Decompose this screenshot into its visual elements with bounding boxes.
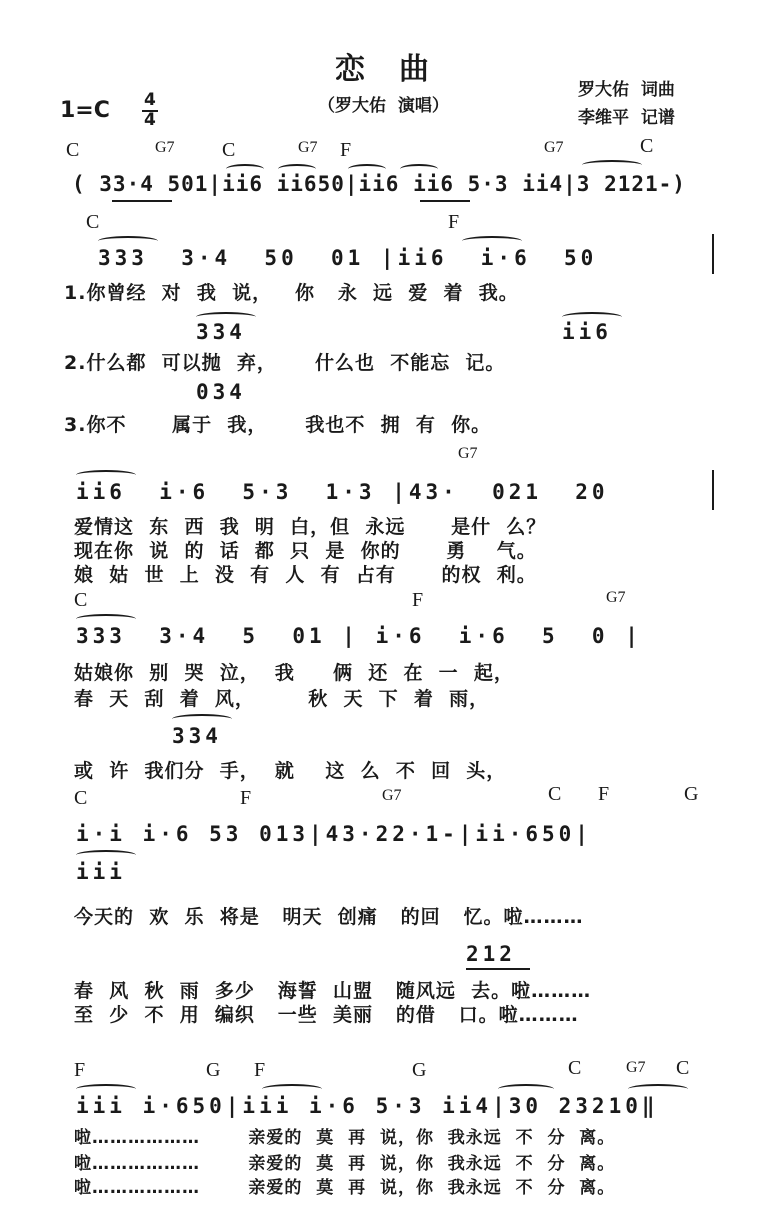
chord-label: G	[206, 1059, 221, 1081]
chord-label: C	[222, 139, 236, 161]
melody-line: ii6 i·6 5·3 1·3 |43· 021 20	[76, 480, 609, 504]
chord-label: G7	[458, 445, 478, 462]
lyric-verse-1: 1.你曾经 对 我 说， 你 永 远 爱 着 我。	[64, 282, 519, 304]
chord-label: C	[548, 783, 562, 805]
chord-label: F	[254, 1059, 266, 1081]
melody-line: 333 3·4 5 01 | i·6 i·6 5 0 |	[76, 624, 642, 648]
lyric-verse-2: 啦……………… 亲爱的 莫 再 说，你 我永远 不 分 离。	[74, 1154, 616, 1174]
alt-notation: 212	[466, 942, 516, 966]
chord-label: C	[86, 211, 100, 233]
time-signature-top: 4	[144, 90, 156, 110]
chord-label: F	[74, 1059, 86, 1081]
lyric-verse-3: 啦……………… 亲爱的 莫 再 说，你 我永远 不 分 离。	[74, 1178, 616, 1198]
lyric-verse-1: 今天的 欢 乐 将是 明天 创痛 的回 忆。啦………	[74, 906, 584, 928]
lyric-verse-1: 姑娘你 别 哭 泣， 我 俩 还 在 一 起，	[74, 662, 514, 684]
song-title: 恋曲	[335, 52, 463, 87]
transcriber-credit: 李维平 记谱	[578, 108, 675, 128]
chord-label: C	[568, 1057, 582, 1079]
lyric-verse-3: 或 许 我们分 手， 就 这 么 不 回 头，	[74, 760, 507, 782]
lyric-verse-1: 爱情这 东 西 我 明 白，但 永远 是什 么？	[74, 516, 547, 538]
lyric-verse-2: 现在你 说 的 话 都 只 是 你的 勇 气。	[74, 540, 537, 562]
chord-label: C	[74, 787, 88, 809]
alt-notation: 334	[196, 320, 246, 344]
alt-notation: 034	[196, 380, 246, 404]
chord-label: C	[66, 139, 80, 161]
melody-line: iii i·650|iii i·6 5·3 ii4|30 23210‖	[76, 1094, 659, 1118]
lyric-verse-3: 娘 姑 世 上 没 有 人 有 占有 的权 利。	[74, 564, 537, 586]
lyric-verse-2: 春 天 刮 着 风， 秋 天 下 着 雨，	[74, 688, 490, 710]
composer-credit: 罗大佑 词曲	[578, 80, 675, 100]
alt-notation: 334	[172, 724, 222, 748]
chord-label: G	[684, 783, 699, 805]
lyric-verse-2: 2.什么都 可以抛 弃， 什么也 不能忘 记。	[64, 352, 506, 374]
chord-label: F	[448, 211, 460, 233]
alt-notation: iii	[76, 860, 126, 884]
chord-label: F	[240, 787, 252, 809]
chord-label: G7	[298, 139, 318, 156]
intro-notation: ( 33·4 501|ii6 ii650|ii6 ii6 5·3 ii4|3 2121-)	[72, 172, 686, 196]
chord-label: G7	[626, 1059, 646, 1076]
chord-label: G7	[606, 589, 626, 606]
lyric-verse-3: 至 少 不 用 编织 一些 美丽 的借 口。啦………	[74, 1004, 579, 1026]
melody-line: 333 3·4 50 01 |ii6 i·6 50	[98, 246, 598, 270]
alt-notation: ii6	[562, 320, 612, 344]
lyric-verse-2: 春 风 秋 雨 多少 海誓 山盟 随风远 去。啦………	[74, 980, 592, 1002]
time-signature-bottom: 4	[144, 110, 156, 130]
chord-label: G7	[382, 787, 402, 804]
chord-label: G7	[155, 139, 175, 156]
chord-label: F	[340, 139, 352, 161]
chord-label: F	[598, 783, 610, 805]
chord-label: C	[676, 1057, 690, 1079]
chord-label: C	[640, 135, 654, 157]
melody-line: i·i i·6 53 013|43·22·1-|ii·650|	[76, 822, 592, 846]
chord-label: G7	[544, 139, 564, 156]
key-signature: 1=C	[60, 98, 110, 123]
chord-label: C	[74, 589, 88, 611]
chord-label: F	[412, 589, 424, 611]
chord-label: G	[412, 1059, 427, 1081]
singer-credit: （罗大佑 演唱）	[318, 96, 449, 116]
lyric-verse-3: 3.你不 属于 我， 我也不 拥 有 你。	[64, 414, 492, 436]
lyric-verse-1: 啦……………… 亲爱的 莫 再 说，你 我永远 不 分 离。	[74, 1128, 616, 1148]
